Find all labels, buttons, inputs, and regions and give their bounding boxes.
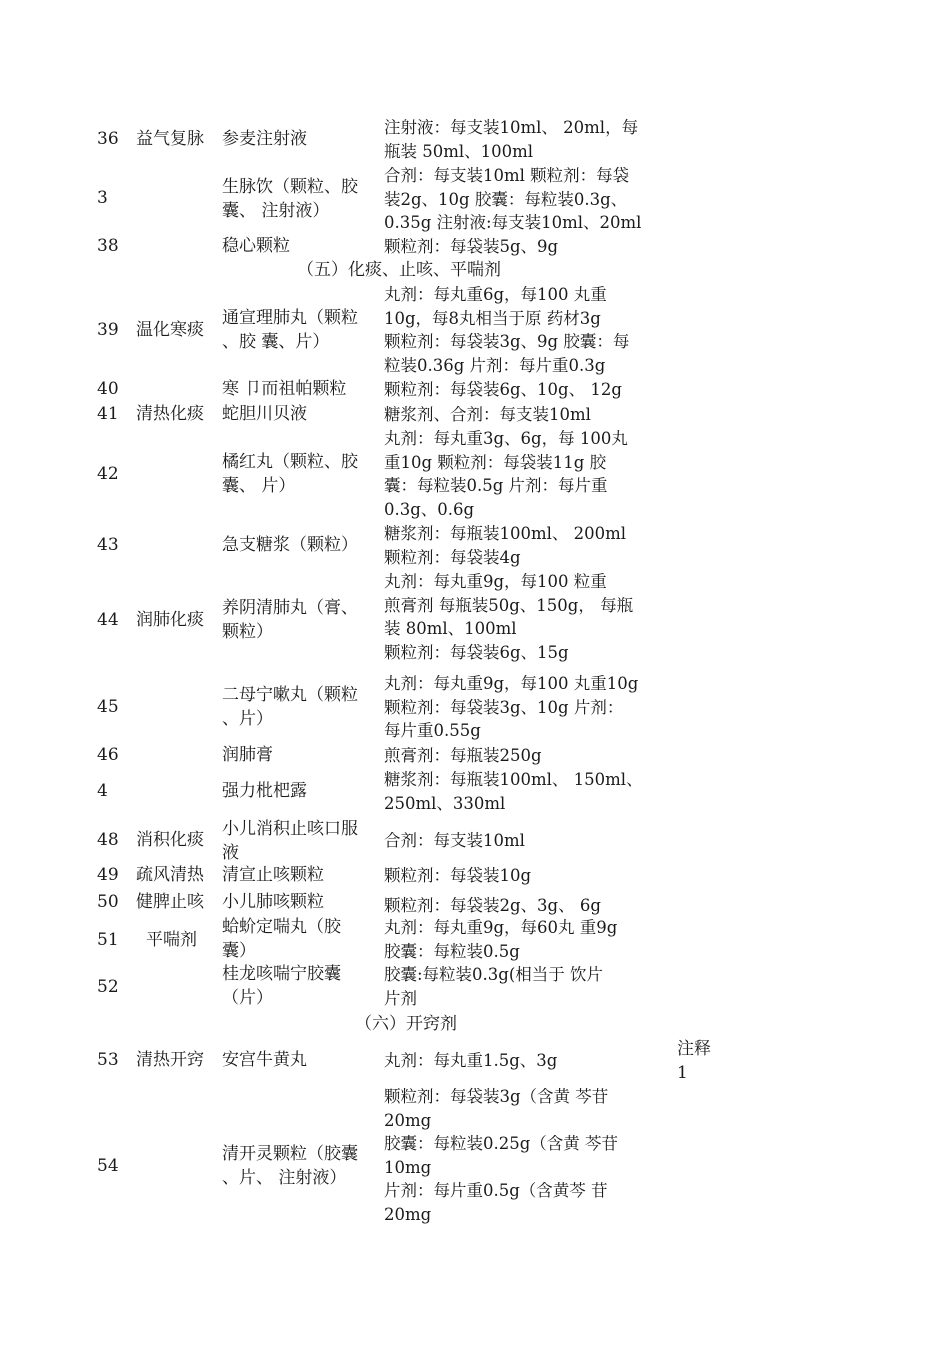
drug-name-line: （片）: [222, 987, 273, 1008]
spec-line: 丸剂：每丸重3g、6g，每 100丸: [384, 429, 628, 448]
drug-name-line: 囊、 注射液）: [222, 200, 330, 221]
note-line: 注释: [677, 1039, 711, 1059]
spec-line: 片剂：每片重0.5g（含黄芩 苷: [384, 1181, 608, 1200]
dosage-spec: [384, 1049, 674, 1073]
drug-name: [222, 963, 382, 1010]
category-label: 润肺化痰: [136, 610, 204, 630]
drug-name-line: 液: [222, 842, 239, 863]
drug-name-line: 急支糖浆（颗粒）: [222, 535, 358, 555]
spec-line: 瓶装 50ml、100ml: [384, 141, 534, 161]
drug-name-line: 稳心颗粒: [222, 236, 290, 256]
spec-line: 胶囊：每粒装0.25g（含黄 芩苷: [384, 1134, 619, 1153]
dosage-spec: [384, 1085, 674, 1226]
spec-line: 0.3g、0.6g: [384, 499, 475, 519]
spec-line: 粒装0.36g 片剂：每片重0.3g: [384, 355, 606, 375]
drug-name: [222, 1049, 382, 1073]
spec-line: 丸剂：每丸重9g，每100 粒重: [384, 572, 607, 591]
dosage-spec: [384, 916, 674, 963]
dosage-spec: [384, 378, 674, 402]
row-number: 39: [97, 320, 119, 340]
drug-name-line: 颗粒）: [222, 621, 273, 642]
spec-line: 丸剂：每丸重1.5g、3g: [384, 1051, 558, 1070]
footnote-marker: [677, 1038, 737, 1085]
drug-name-line: 蛇胆川贝液: [222, 404, 307, 424]
drug-name-line: 养阴清肺丸（膏、: [222, 598, 358, 618]
drug-name-line: 通宣理肺丸（颗粒: [222, 308, 358, 328]
drug-name-line: 囊、 片）: [222, 475, 296, 496]
spec-line: 囊：每粒装0.5g 片剂：每片重: [384, 476, 608, 495]
category-label: 益气复脉: [136, 129, 204, 149]
spec-line: 颗粒剂：每袋装4g: [384, 547, 521, 567]
row-number: 46: [97, 745, 119, 765]
spec-line: 糖浆剂：每瓶装100ml、 150ml、: [384, 770, 643, 789]
spec-line: 丸剂：每丸重9g，每100 丸重10g: [384, 674, 639, 693]
row-number: 54: [97, 1156, 119, 1176]
spec-line: 颗粒剂：每袋装3g（含黄 芩苷: [384, 1087, 609, 1106]
drug-name: [222, 1143, 382, 1190]
spec-line: 颗粒剂：每袋装3g、9g 胶囊：每: [384, 332, 630, 351]
spec-line: 颗粒剂：每袋装6g、10g、 12g: [384, 380, 622, 399]
drug-name-line: 清宣止咳颗粒: [222, 865, 324, 885]
spec-line: 颗粒剂：每袋装6g、15g: [384, 642, 569, 662]
drug-name: [222, 684, 382, 731]
row-number: 48: [97, 830, 119, 850]
spec-line: 颗粒剂：每袋装5g、9g: [384, 237, 559, 256]
drug-name-line: 润肺膏: [222, 745, 273, 765]
category-label: 平喘剂: [146, 930, 197, 950]
category-label: 清热开窍: [136, 1050, 204, 1070]
drug-name: [222, 176, 382, 223]
spec-line: 片剂: [384, 988, 417, 1008]
drug-name-line: 二母宁嗽丸（颗粒: [222, 685, 358, 705]
drug-name: [222, 818, 382, 865]
drug-name: [222, 916, 382, 963]
dosage-spec: [384, 403, 674, 427]
drug-name-line: 安宫牛黄丸: [222, 1050, 307, 1070]
drug-name: [222, 864, 382, 888]
spec-line: 糖浆剂、合剂：每支装10ml: [384, 405, 591, 424]
drug-name: [222, 534, 382, 558]
row-number: 53: [97, 1050, 119, 1070]
drug-name: [222, 780, 382, 804]
row-number: 45: [97, 697, 119, 717]
spec-line: 合剂：每支装10ml: [384, 831, 525, 850]
drug-name: [222, 451, 382, 498]
drug-name-line: 、片、 注射液）: [222, 1167, 347, 1188]
drug-name: [222, 128, 382, 152]
spec-line: 重10g 颗粒剂：每袋装11g 胶: [384, 452, 607, 472]
row-number: 4: [97, 781, 108, 801]
drug-name-line: 生脉饮（颗粒、胶: [222, 177, 358, 197]
row-number: 43: [97, 535, 119, 555]
spec-line: 20mg: [384, 1204, 432, 1224]
drug-name-line: 小儿肺咳颗粒: [222, 892, 324, 912]
row-number: 51: [97, 930, 119, 950]
section-heading: （六）开窍剂: [355, 1014, 457, 1034]
row-number: 44: [97, 610, 119, 630]
dosage-spec: [384, 522, 674, 569]
drug-name-line: 寒 卩而祖帕颗粒: [222, 379, 347, 399]
dosage-spec: [384, 744, 674, 768]
drug-name: [222, 378, 382, 402]
spec-line: 注射液：每支装10ml、 20ml，每: [384, 118, 639, 137]
row-number: 50: [97, 892, 119, 912]
dosage-spec: [384, 570, 674, 664]
drug-name: [222, 235, 382, 259]
spec-line: 丸剂：每丸重6g，每100 丸重: [384, 285, 607, 304]
drug-name-line: 小儿消积止咳口服: [222, 819, 358, 839]
spec-line: 装2g、10g 胶囊：每粒装0.3g、: [384, 189, 628, 209]
spec-line: 10g，每8丸相当于原 药材3g: [384, 308, 601, 328]
row-number: 52: [97, 977, 119, 997]
row-number: 36: [97, 129, 119, 149]
spec-line: 糖浆剂：每瓶装100ml、 200ml: [384, 524, 627, 543]
drug-name-line: 囊）: [222, 940, 256, 961]
drug-name-line: 蛤蚧定喘丸（胶: [222, 917, 341, 937]
spec-line: 20mg: [384, 1110, 432, 1130]
row-number: 3: [97, 188, 108, 208]
category-label: 清热化痰: [136, 404, 204, 424]
spec-line: 10mg: [384, 1157, 432, 1177]
dosage-spec: [384, 864, 674, 888]
drug-name-line: 、片）: [222, 708, 273, 729]
spec-line: 每片重0.55g: [384, 721, 481, 740]
spec-line: 合剂：每支装10ml 颗粒剂：每袋: [384, 166, 630, 185]
dosage-spec: [384, 164, 674, 235]
spec-line: 颗粒剂：每袋装2g、3g、 6g: [384, 896, 601, 915]
dosage-spec: [384, 829, 674, 853]
drug-name: [222, 891, 382, 915]
dosage-spec: [384, 672, 674, 743]
spec-line: 胶囊：每粒装0.5g: [384, 941, 520, 961]
drug-name: [222, 307, 382, 354]
spec-line: 装 80ml、100ml: [384, 619, 517, 638]
row-number: 49: [97, 865, 119, 885]
row-number: 42: [97, 464, 119, 484]
drug-name: [222, 403, 382, 427]
drug-name-line: 橘红丸（颗粒、胶: [222, 452, 358, 472]
dosage-spec: [384, 963, 674, 1010]
dosage-spec: [384, 116, 674, 163]
row-number: 38: [97, 236, 119, 256]
drug-name-line: 清开灵颗粒（胶囊: [222, 1144, 358, 1164]
dosage-spec: [384, 894, 674, 918]
drug-name-line: 强力枇杷露: [222, 781, 307, 801]
section-heading: （五）化痰、止咳、平喘剂: [297, 260, 501, 280]
spec-line: 煎膏剂：每瓶装250g: [384, 746, 542, 765]
spec-line: 颗粒剂：每袋装3g、10g 片剂：: [384, 697, 624, 717]
spec-line: 250ml、330ml: [384, 793, 506, 813]
row-number: 41: [97, 404, 119, 424]
spec-line: 胶囊:每粒装0.3g(相当于 饮片: [384, 965, 604, 984]
spec-line: 颗粒剂：每袋装10g: [384, 866, 532, 885]
drug-name-line: 、胶 囊、片）: [222, 331, 330, 352]
drug-name: [222, 744, 382, 768]
category-label: 健脾止咳: [136, 892, 204, 912]
dosage-spec: [384, 235, 674, 259]
drug-name-line: 桂龙咳喘宁胶囊: [222, 964, 341, 984]
drug-name: [222, 597, 382, 644]
note-line: 1: [677, 1062, 688, 1083]
dosage-spec: [384, 427, 674, 521]
dosage-spec: [384, 768, 674, 815]
spec-line: 煎膏剂 每瓶装50g、150g， 每瓶: [384, 595, 634, 615]
category-label: 疏风清热: [136, 865, 204, 885]
drug-name-line: 参麦注射液: [222, 129, 307, 149]
category-label: 消积化痰: [136, 830, 204, 850]
row-number: 40: [97, 379, 119, 399]
spec-line: 0.35g 注射液:每支装10ml、20ml: [384, 213, 642, 232]
spec-line: 丸剂：每丸重9g，每60丸 重9g: [384, 918, 618, 937]
dosage-spec: [384, 283, 674, 377]
category-label: 温化寒痰: [136, 320, 204, 340]
